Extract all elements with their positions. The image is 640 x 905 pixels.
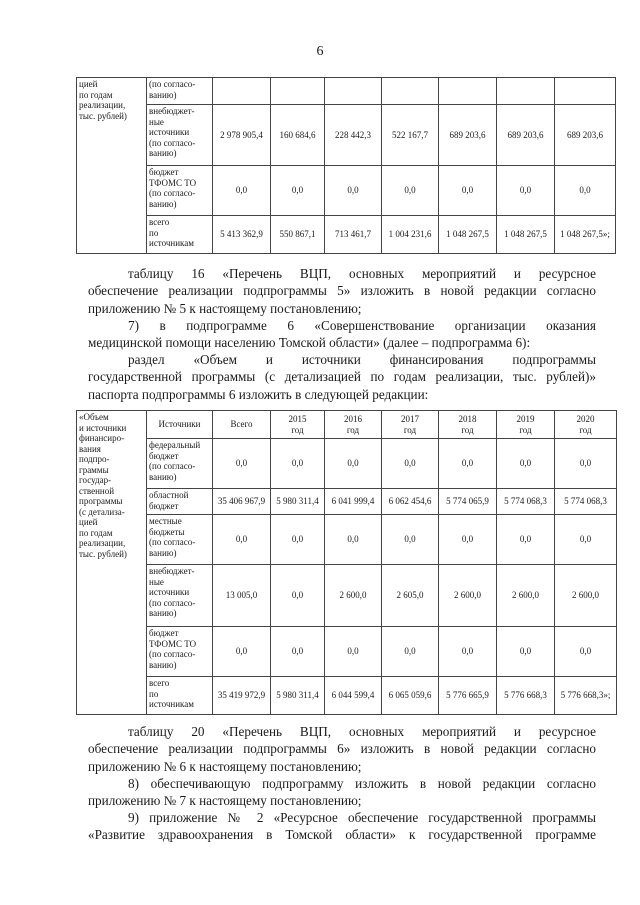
table2-cell: 0,0 [382,515,439,565]
table1-row-label: (по согласо- ванию) [147,78,213,105]
table2-cell: 0,0 [439,439,497,489]
table2-cell: 0,0 [271,515,325,565]
table1-first-cell: цией по годам реализации, тыс. рублей) [77,78,147,254]
table1-cell: 550 867,1 [271,216,325,254]
table1-cell: 1 048 267,5 [497,216,555,254]
table1-row-label: всего по источникам [147,216,213,254]
table2-cell: 5 776 668,3»; [555,677,617,715]
table2-cell: 2 605,0 [382,565,439,627]
table2-cell: 6 041 999,4 [325,489,382,515]
table1-cell: 0,0 [382,166,439,216]
table1-cell: 713 461,7 [325,216,382,254]
table1-cell: 160 684,6 [271,105,325,166]
table2-cell: 0,0 [213,439,271,489]
paragraph-table20: таблицу 20 «Перечень ВЦП, основных мероприятий и ресурсное обеспечение реализации подпрограммы 6» изложить в новой редакции согласно приложению № 6 к настоящему постановлению; [88,724,596,774]
table2-cell: 0,0 [271,439,325,489]
table2-cell: 13 005,0 [213,565,271,627]
table1-cell: 1 048 267,5»; [555,216,616,254]
table2-cell: 0,0 [325,515,382,565]
table2-cell: 2 600,0 [497,565,555,627]
table1-cell [497,78,555,105]
table2-cell: 35 419 972,9 [213,677,271,715]
table2-cell: 0,0 [497,627,555,677]
table2-cell: 0,0 [382,627,439,677]
table1-cell: 228 442,3 [325,105,382,166]
table2-cell: 35 406 967,9 [213,489,271,515]
table2-header: Всего [213,411,271,439]
table1-cell: 0,0 [271,166,325,216]
table2-cell: 5 774 068,3 [497,489,555,515]
table2-row-label: бюджет ТФОМС ТО (по согласо- ванию) [147,627,213,677]
table2-cell: 5 774 068,3 [555,489,617,515]
table2-cell: 5 774 065,9 [439,489,497,515]
table2-cell: 5 980 311,4 [271,489,325,515]
page-number: 6 [316,44,324,59]
table2-cell: 0,0 [555,627,617,677]
table1-cell: 5 413 362,9 [213,216,271,254]
table2-header: Источники [147,411,213,439]
table2-cell: 0,0 [382,439,439,489]
financing-table-continued [76,77,616,254]
table2-cell: 2 600,0 [439,565,497,627]
table2-cell: 6 044 599,4 [325,677,382,715]
table1-cell [555,78,616,105]
table2-row-label: всего по источникам [147,677,213,715]
table1-cell [382,78,439,105]
table2-cell: 0,0 [497,515,555,565]
table1-cell: 689 203,6 [439,105,497,166]
table2-cell: 0,0 [555,439,617,489]
paragraph-appendix-2: 9) приложение № 2 «Ресурсное обеспечение государственной программы «Развитие здравоохранения в Томской области» к государственной программе [88,810,596,843]
table2-cell: 6 062 454,6 [382,489,439,515]
table1-cell: 2 978 905,4 [213,105,271,166]
table2-row-label: местные бюджеты (по согласо- ванию) [147,515,213,565]
table1-cell: 689 203,6 [497,105,555,166]
table1-cell: 0,0 [555,166,616,216]
table2-header: 2016 год [325,411,382,439]
table2-cell: 0,0 [555,515,617,565]
table1-cell: 689 203,6 [555,105,616,166]
table2-cell: 5 776 668,3 [497,677,555,715]
table1-cell [213,78,271,105]
table1-cell: 0,0 [213,166,271,216]
table2-cell: 0,0 [271,627,325,677]
table2-cell: 2 600,0 [555,565,617,627]
table2-row-label: внебюджет- ные источники (по согласо- ванию) [147,565,213,627]
table2-cell: 0,0 [325,627,382,677]
table2-cell: 2 600,0 [325,565,382,627]
paragraph-table16: таблицу 16 «Перечень ВЦП, основных мероприятий и ресурсное обеспечение реализации подпрограммы 5» изложить в новой редакции согласно приложению № 5 к настоящему постановлению; [88,266,596,316]
table2-header: 2017 год [382,411,439,439]
table2-header: 2015 год [271,411,325,439]
table2-header: 2018 год [439,411,497,439]
table2-cell: 5 980 311,4 [271,677,325,715]
table2-row-label: федеральный бюджет (по согласо- ванию) [147,439,213,489]
table1-row-label: бюджет ТФОМС ТО (по согласо- ванию) [147,166,213,216]
table2-header: 2019 год [497,411,555,439]
table2-first-cell: «Объем и источники финансиро- вания подпро- граммы государ- ственной программы (с детализа- цией по годам реализации, тыс. рублей) [77,411,147,715]
table2-cell: 0,0 [497,439,555,489]
paragraph-subprogram-6: 7) в подпрограмме 6 «Совершенствование организации оказания медицинской помощи населению Томской области» (далее – подпрограмма 6): [88,318,596,351]
table1-cell: 0,0 [497,166,555,216]
table1-cell [325,78,382,105]
table2-cell: 0,0 [439,627,497,677]
table1-cell: 0,0 [325,166,382,216]
table2-cell: 0,0 [213,627,271,677]
financing-table-subprogram-6 [76,410,617,715]
table1-cell: 1 004 231,6 [382,216,439,254]
table2-cell: 0,0 [439,515,497,565]
table2-cell: 6 065 059,6 [382,677,439,715]
table2-cell: 0,0 [325,439,382,489]
table2-cell: 0,0 [213,515,271,565]
paragraph-section: раздел «Объем и источники финансирования подпрограммы государственной программы (с детализацией по годам реализации, тыс. рублей)» паспорта подпрограммы 6 изложить в следующей редакции: [88,352,596,402]
table2-cell: 5 776 665,9 [439,677,497,715]
table1-cell: 1 048 267,5 [439,216,497,254]
table2-cell: 0,0 [271,565,325,627]
table1-cell [271,78,325,105]
paragraph-provisioning-subprogram: 8) обеспечивающую подпрограмму изложить в новой редакции согласно приложению № 7 к настоящему постановлению; [88,776,596,809]
table1-cell: 0,0 [439,166,497,216]
table2-row-label: областной бюджет [147,489,213,515]
table1-cell: 522 167,7 [382,105,439,166]
table2-header: 2020 год [555,411,617,439]
table1-cell [439,78,497,105]
table1-row-label: внебюджет- ные источники (по согласо- ванию) [147,105,213,166]
